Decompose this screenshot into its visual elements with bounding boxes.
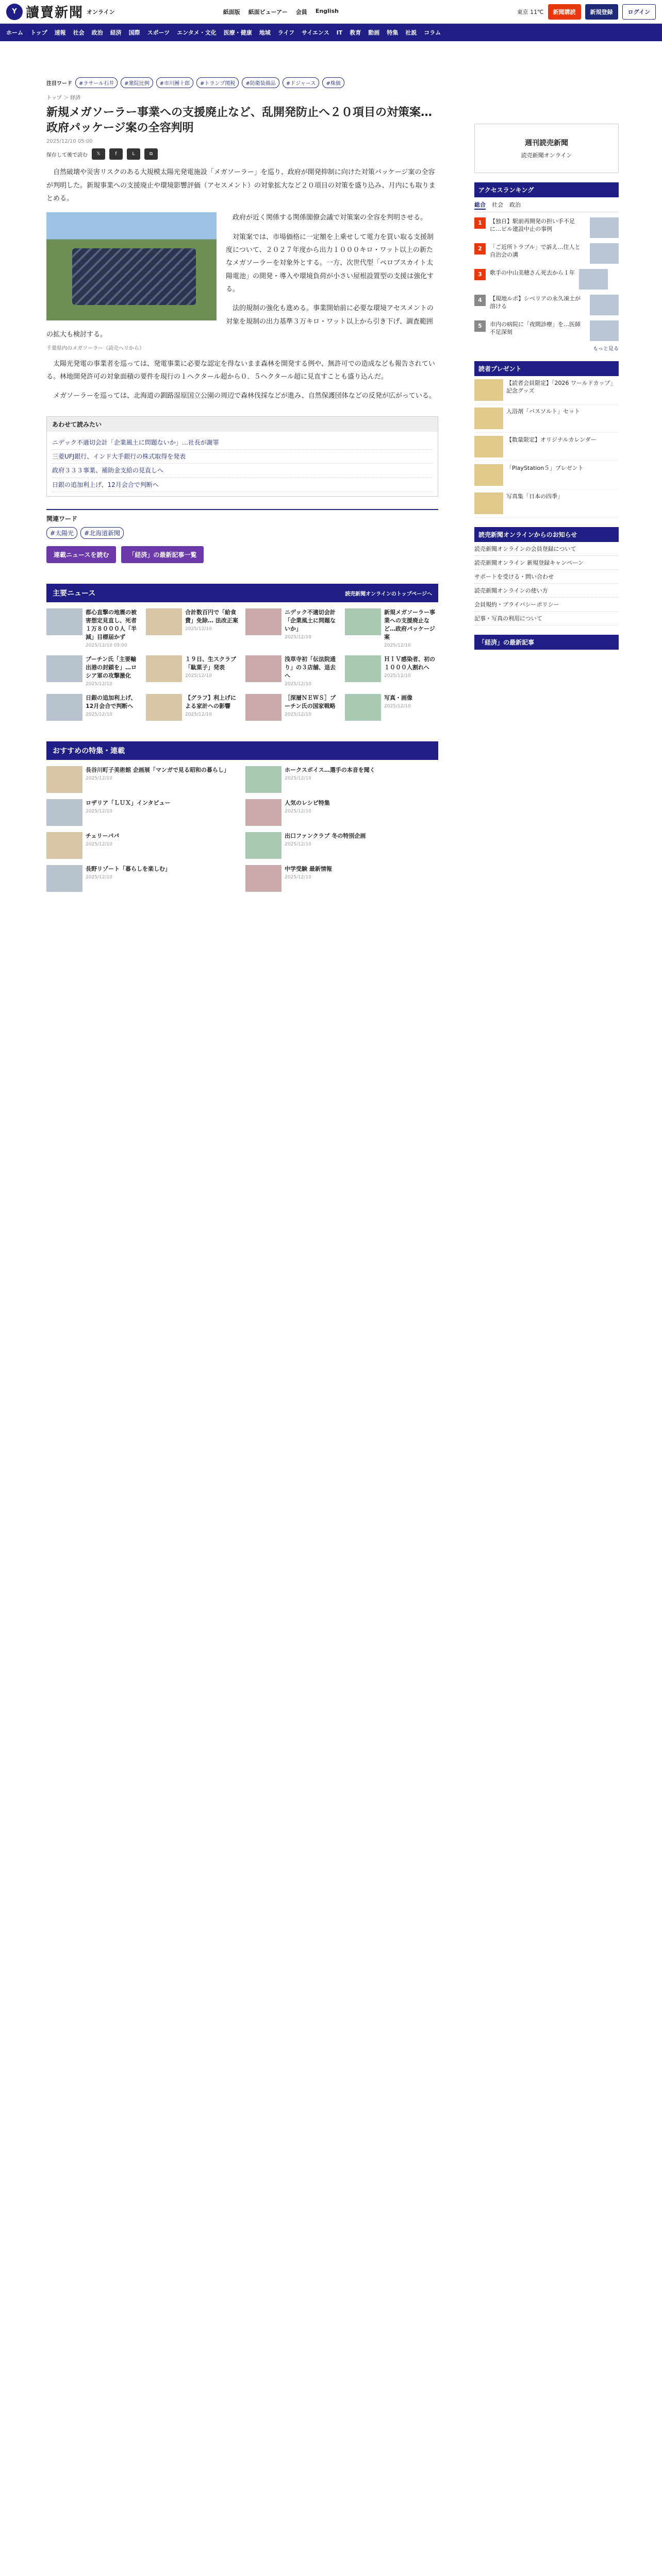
nav-item[interactable]: 社説 bbox=[405, 29, 417, 36]
site-logo[interactable] bbox=[6, 2, 115, 21]
follow-button[interactable]: 連載ニュースを読む bbox=[46, 546, 116, 563]
news-thumb bbox=[46, 608, 82, 635]
special-card-title: チェリーパパ bbox=[86, 832, 120, 839]
nav-item[interactable]: 政治 bbox=[91, 29, 103, 36]
news-card[interactable] bbox=[245, 655, 339, 688]
special-card-title: 長野リゾート「暮らしを楽しむ」 bbox=[86, 865, 171, 872]
news-card-title: 【グラフ】利上げによる家計への影響 bbox=[185, 694, 236, 709]
nav-item[interactable]: 医療・健康 bbox=[223, 29, 252, 36]
article-body bbox=[46, 166, 438, 402]
news-card-title: 合計数百円で「給食費」免除… 法改正案 bbox=[185, 609, 238, 624]
news-card-date: 2025/12/10 bbox=[285, 681, 311, 687]
news-card-title: ＨＩＶ感染者、初の１０００人割れへ bbox=[384, 655, 435, 671]
news-card-title: ［深層ＮＥＷＳ］プーチン氏の国家戦略 bbox=[285, 694, 336, 709]
article-paragraph: 対策案では、市場価格に一定額を上乗せして電力を買い取る支援制度について、２０２７年度から出力１０００キロ・ワット以上の新たなメガソーラーを対象外とする。一方、次世代型「ペロブスカイト太陽電池」の開発・導入や環境負荷が小さい屋根設置型の支援は強化する。 bbox=[226, 233, 434, 294]
special-grid bbox=[46, 766, 438, 892]
ranking-thumb bbox=[579, 269, 608, 290]
rank-number: 1 bbox=[474, 217, 486, 229]
present-thumb bbox=[474, 408, 503, 429]
header-actions bbox=[517, 4, 656, 20]
top-link-english[interactable]: English bbox=[315, 7, 339, 14]
category-list-button[interactable]: 「経済」の最新記事一覧 bbox=[121, 546, 204, 563]
main-news-section bbox=[46, 584, 438, 721]
news-thumb bbox=[245, 608, 282, 635]
keyword-title: 関連ワード bbox=[46, 515, 78, 523]
news-card[interactable] bbox=[345, 608, 438, 649]
news-card[interactable] bbox=[46, 608, 140, 649]
special-card-title: ホークスボイス…選手の本音を聞く bbox=[285, 766, 375, 773]
keyword-tag[interactable]: #北海道新聞 bbox=[80, 527, 124, 539]
top-links bbox=[223, 8, 339, 16]
related-link[interactable]: ニデック不適切会計「企業風土に問題ないか」…社長が謝罪 bbox=[52, 436, 433, 450]
hot-words bbox=[46, 77, 438, 88]
ad-title: 週刊読売新聞 bbox=[525, 139, 568, 147]
rank-number: 3 bbox=[474, 269, 486, 280]
special-thumb bbox=[46, 832, 82, 859]
special-card[interactable] bbox=[245, 832, 438, 859]
news-card-date: 2025/12/10 05:00 bbox=[86, 642, 127, 648]
notice-link[interactable]: 読売新聞オンラインの会員登録について bbox=[474, 542, 619, 556]
nav-item[interactable]: コラム bbox=[424, 29, 441, 36]
news-card-date: 2025/12/10 bbox=[185, 626, 212, 632]
related-link[interactable]: 政府３３３事業、補助金支給の見直しへ bbox=[52, 464, 433, 478]
nav-item[interactable]: 経済 bbox=[110, 29, 122, 36]
top-link-shimen[interactable]: 紙面版 bbox=[223, 8, 240, 15]
main-news-grid bbox=[46, 608, 438, 721]
ranking-tab[interactable]: 政治 bbox=[509, 201, 521, 208]
present-thumb bbox=[474, 379, 503, 401]
main-news-top-link[interactable]: 読売新聞オンラインのトップページへ bbox=[345, 591, 432, 597]
special-card[interactable] bbox=[245, 766, 438, 793]
x-share-icon[interactable]: 𝕏 bbox=[92, 148, 105, 160]
share-bar bbox=[46, 148, 438, 160]
present-list bbox=[474, 376, 619, 518]
special-card-date: 2025/12/10 bbox=[86, 775, 112, 781]
news-thumb bbox=[146, 694, 182, 721]
news-thumb bbox=[345, 608, 381, 635]
article-paragraph: 政府が近く関係する関係閣僚会議で対策案の全容を判明させる。 bbox=[233, 214, 427, 222]
nav-item[interactable]: トップ bbox=[30, 29, 47, 36]
special-card-date: 2025/12/10 bbox=[86, 808, 112, 814]
notice-link[interactable]: 読売新聞オンライン 新規登録キャンペーン bbox=[474, 556, 619, 570]
news-card-date: 2025/12/10 bbox=[384, 673, 411, 679]
news-card[interactable] bbox=[46, 694, 140, 721]
special-card-title: 長谷川町子美術館 企画展「マンガで見る昭和の暮らし」 bbox=[86, 766, 229, 773]
ranking-thumb bbox=[590, 295, 619, 315]
news-card-title: 浅草寺初「伝法院通り」の３店舗、退去へ bbox=[285, 655, 336, 679]
sidebar-ad[interactable] bbox=[474, 124, 619, 173]
news-card[interactable] bbox=[146, 694, 239, 721]
register-button[interactable]: 新規登録 bbox=[585, 4, 618, 20]
news-thumb bbox=[146, 655, 182, 682]
news-card-date: 2025/12/10 bbox=[185, 673, 212, 679]
notice-list bbox=[474, 542, 619, 625]
nav-item[interactable]: 社会 bbox=[73, 29, 85, 36]
subscribe-button[interactable]: 新聞購読 bbox=[548, 4, 581, 20]
ranking-tab[interactable]: 社会 bbox=[492, 201, 503, 208]
hot-tag[interactable]: #株価 bbox=[322, 77, 344, 88]
hot-tag[interactable]: #防衛装備品 bbox=[242, 77, 279, 88]
nav-item[interactable]: サイエンス bbox=[302, 29, 329, 36]
special-card-date: 2025/12/10 bbox=[86, 874, 112, 880]
special-card-title: ロザリア「ＬＵＸ」インタビュー bbox=[86, 799, 171, 806]
news-card[interactable] bbox=[345, 655, 438, 688]
news-card-date: 2025/12/10 bbox=[285, 634, 311, 640]
nav-item[interactable]: 動画 bbox=[368, 29, 380, 36]
present-text: 「PlayStation５」プレゼント bbox=[506, 465, 584, 471]
keyword-section bbox=[46, 509, 438, 563]
special-card-title: 出口ファンクラブ 冬の特別企画 bbox=[285, 832, 366, 839]
special-card-date: 2025/12/10 bbox=[285, 874, 311, 880]
line-share-icon[interactable]: L bbox=[127, 148, 140, 160]
ranking-text: 【現地ルポ】シベリアの永久凍土が溶ける bbox=[490, 295, 581, 310]
special-card[interactable] bbox=[46, 865, 239, 892]
hot-tag[interactable]: #衆院比例 bbox=[121, 77, 153, 88]
rank-number: 5 bbox=[474, 320, 486, 332]
special-card[interactable] bbox=[245, 865, 438, 892]
special-card[interactable] bbox=[245, 799, 438, 826]
present-thumb bbox=[474, 464, 503, 486]
hot-tag[interactable]: #トランプ関税 bbox=[196, 77, 239, 88]
link-copy-icon[interactable]: ⧉ bbox=[144, 148, 158, 160]
present-item[interactable] bbox=[474, 489, 619, 518]
special-thumb bbox=[245, 799, 282, 826]
top-link-member[interactable]: 会員 bbox=[295, 8, 307, 15]
weather-readout: 東京 11℃ bbox=[517, 8, 544, 15]
present-item[interactable] bbox=[474, 404, 619, 433]
ranking-title: アクセスランキング bbox=[474, 182, 619, 197]
special-thumb bbox=[46, 766, 82, 793]
ranking-item[interactable] bbox=[474, 243, 619, 264]
special-card[interactable] bbox=[46, 766, 239, 793]
present-item[interactable] bbox=[474, 433, 619, 461]
present-title: 読者プレゼント bbox=[474, 361, 619, 376]
special-thumb bbox=[245, 865, 282, 892]
article-date: 2025/12/10 05:00 bbox=[46, 139, 93, 145]
notice-link[interactable]: サポートを受ける・問い合わせ bbox=[474, 570, 619, 584]
special-card-date: 2025/12/10 bbox=[86, 841, 112, 847]
news-thumb bbox=[245, 655, 282, 682]
related-link[interactable]: 三菱UFJ銀行、インド大手銀行の株式取得を発表 bbox=[52, 450, 433, 464]
special-thumb bbox=[245, 766, 282, 793]
rank-number: 2 bbox=[474, 243, 486, 255]
article-paragraph: 自然破壊や災害リスクのある大規模太陽光発電施設「メガソーラー」を巡り、政府が開発抑制に向けた対策パッケージ案の全容が判明した。新規事業への支援廃止や環境影響評価（アセスメント）の対象拡大など２０項目の対策を盛り込み、月内にも取りまとめる。 bbox=[46, 168, 436, 203]
hot-tag[interactable]: #市川團十郎 bbox=[156, 77, 193, 88]
article-photo[interactable] bbox=[46, 212, 217, 320]
news-card[interactable] bbox=[345, 694, 438, 721]
special-card[interactable] bbox=[46, 799, 239, 826]
news-card-date: 2025/12/10 bbox=[86, 711, 112, 717]
special-card-date: 2025/12/10 bbox=[285, 808, 311, 814]
ranking-text: 歌手の中山美穂さん死去から１年 bbox=[490, 269, 575, 276]
nav-item[interactable]: ホーム bbox=[6, 29, 23, 36]
logo-name: 讀賣新聞 bbox=[26, 5, 84, 21]
present-text: 【読者会員限定】「2026 ワールドカップ」記念グッズ bbox=[506, 380, 616, 395]
special-card-date: 2025/12/10 bbox=[285, 841, 311, 847]
news-thumb bbox=[245, 694, 282, 721]
special-thumb bbox=[46, 865, 82, 892]
present-text: 入浴剤「バスソルト」セット bbox=[506, 408, 580, 415]
ranking-more-link[interactable]: もっと見る bbox=[593, 346, 619, 352]
news-card-date: 2025/12/10 bbox=[86, 681, 112, 687]
article-paragraph: 法的規制の強化も進める。事業開始前に必要な環境アセスメントの対象を規制の出力基準３万キロ・ワット以上から引き下げ、調査範囲の拡大も検討する。 bbox=[46, 304, 434, 339]
article-title: 新規メガソーラー事業への支援廃止など、乱開発防止へ２０項目の対策案…政府パッケージ案の全容判明 bbox=[46, 106, 433, 134]
notice-title: 読売新聞オンラインからのお知らせ bbox=[474, 527, 619, 542]
login-button[interactable]: ログイン bbox=[622, 4, 656, 20]
sidebar bbox=[474, 124, 619, 650]
ad-sub: 読売新聞オンライン bbox=[521, 152, 572, 159]
breadcrumb[interactable]: トップ ＞ 経済 bbox=[46, 95, 81, 101]
special-section bbox=[46, 741, 438, 892]
nav-item[interactable]: 速報 bbox=[54, 29, 66, 36]
rank-number: 4 bbox=[474, 295, 486, 306]
nav-item[interactable]: ライフ bbox=[277, 29, 295, 36]
ranking-thumb bbox=[590, 243, 619, 264]
special-card[interactable] bbox=[46, 832, 239, 859]
keyword-tag[interactable]: #太陽光 bbox=[46, 527, 77, 539]
special-thumb bbox=[245, 832, 282, 859]
related-title: あわせて読みたい bbox=[47, 417, 438, 432]
nav-item[interactable]: 地域 bbox=[259, 29, 271, 36]
nav-item[interactable]: IT bbox=[336, 29, 343, 36]
ranking-item[interactable] bbox=[474, 320, 619, 341]
nav-item[interactable]: 国際 bbox=[128, 29, 140, 36]
save-later-button[interactable]: 保存して後で読む bbox=[46, 152, 88, 158]
ranking-tabs bbox=[474, 200, 619, 212]
ranking-text: 市内の病院に「夜間診療」を…医師不足深刻 bbox=[490, 321, 581, 336]
news-card-title: ニデック不適切会計「企業風土に問題ないか」 bbox=[285, 609, 336, 632]
facebook-share-icon[interactable]: f bbox=[109, 148, 123, 160]
present-text: 写真集「日本の四季」 bbox=[506, 493, 563, 500]
ranking-tab[interactable]: 総合 bbox=[474, 200, 486, 210]
notice-link[interactable]: 会員規約・プライバシーポリシー bbox=[474, 598, 619, 612]
ranking-text: 【独自】駅前再開発の担い手不足に…ビル建設中止の事例 bbox=[490, 218, 575, 233]
nav-item[interactable]: 教育 bbox=[350, 29, 361, 36]
ranking-item[interactable] bbox=[474, 269, 619, 290]
hot-tag[interactable]: #ラサール石井 bbox=[75, 77, 118, 88]
news-thumb bbox=[46, 655, 82, 682]
special-title: おすすめの特集・連載 bbox=[53, 747, 125, 755]
news-card-title: 新規メガソーラー事業への支援廃止など…政府パッケージ案 bbox=[384, 609, 435, 640]
news-card-title: プーチン氏「主要輸出港の封鎖を」…ロシア軍の攻撃激化 bbox=[86, 655, 137, 679]
ranking-item[interactable] bbox=[474, 217, 619, 238]
hot-tag[interactable]: #ドジャース bbox=[283, 77, 320, 88]
main-column bbox=[46, 77, 438, 892]
special-card-date: 2025/12/10 bbox=[285, 775, 311, 781]
news-card-date: 2025/12/10 bbox=[384, 703, 411, 709]
special-card-title: 人気のレシピ特集 bbox=[285, 799, 330, 806]
news-card-title: １９日、生スクラブ「駄菓子」発表 bbox=[185, 655, 236, 671]
ranking-item[interactable] bbox=[474, 295, 619, 315]
logo-mark: Y bbox=[6, 4, 23, 20]
news-card[interactable] bbox=[46, 655, 140, 688]
main-news-title: 主要ニュース bbox=[53, 589, 96, 598]
hot-words-label: 注目ワード bbox=[46, 81, 72, 87]
present-item[interactable] bbox=[474, 461, 619, 489]
notice-link[interactable]: 記事・写真の利用について bbox=[474, 612, 619, 625]
present-thumb bbox=[474, 436, 503, 457]
news-card-title: 写真・画像 bbox=[384, 694, 412, 701]
special-thumb bbox=[46, 799, 82, 826]
related-box bbox=[46, 416, 438, 497]
photo-caption: 千葉県内のメガソーラー（読売ヘリから） bbox=[46, 345, 144, 351]
news-card-title: 日銀の追加利上げ、12月会合で判断へ bbox=[86, 694, 137, 709]
keizai-title: 「経済」の最新記事 bbox=[474, 635, 619, 650]
present-item[interactable] bbox=[474, 376, 619, 404]
news-thumb bbox=[46, 694, 82, 721]
news-thumb bbox=[345, 694, 381, 721]
news-card[interactable] bbox=[245, 608, 339, 649]
news-thumb bbox=[146, 608, 182, 635]
main-nav bbox=[0, 24, 662, 41]
top-header bbox=[0, 0, 662, 24]
article-paragraph: メガソーラーを巡っては、北海道の釧路湿原国立公園の周辺で森林伐採などが進み、自然保護団体などの反発が広がっている。 bbox=[53, 392, 436, 400]
nav-item[interactable]: スポーツ bbox=[147, 29, 170, 36]
related-link[interactable]: 日銀の追加利上げ、12月会合で判断へ bbox=[52, 478, 433, 492]
news-card-date: 2025/12/10 bbox=[384, 642, 411, 648]
news-card[interactable] bbox=[146, 608, 239, 649]
nav-item[interactable]: 特集 bbox=[387, 29, 399, 36]
notice-link[interactable]: 読売新聞オンラインの使い方 bbox=[474, 584, 619, 598]
top-link-viewer[interactable]: 紙面ビューアー bbox=[248, 8, 288, 15]
ranking-text: 「ご近所トラブル」で訴え…住人と自治会の溝 bbox=[490, 244, 581, 259]
present-text: 【数量限定】オリジナルカレンダー bbox=[506, 436, 597, 443]
news-card-date: 2025/12/10 bbox=[285, 711, 311, 717]
ranking-thumb bbox=[590, 217, 619, 238]
special-card-title: 中学受験 最新情報 bbox=[285, 865, 332, 872]
logo-sub: オンライン bbox=[87, 8, 115, 15]
news-thumb bbox=[345, 655, 381, 682]
nav-item[interactable]: エンタメ・文化 bbox=[177, 29, 217, 36]
article-paragraph: 太陽光発電の事業者を巡っては、発電事業に必要な認定を得ないまま森林を開発する例や、無許可での造成なども報告されている。林地開発許可の対象面積の要件を現行の１ヘクタール超から０．５ヘクタール超に見直すことも盛り込んだ。 bbox=[46, 360, 435, 381]
news-card-date: 2025/12/10 bbox=[185, 711, 212, 717]
ranking-thumb bbox=[590, 320, 619, 341]
news-card[interactable] bbox=[245, 694, 339, 721]
news-card[interactable] bbox=[146, 655, 239, 688]
news-card-title: 都心直撃の地震の被害想定見直し、死者１万８０００人「半減」目標届かず bbox=[86, 609, 137, 640]
present-thumb bbox=[474, 493, 503, 514]
